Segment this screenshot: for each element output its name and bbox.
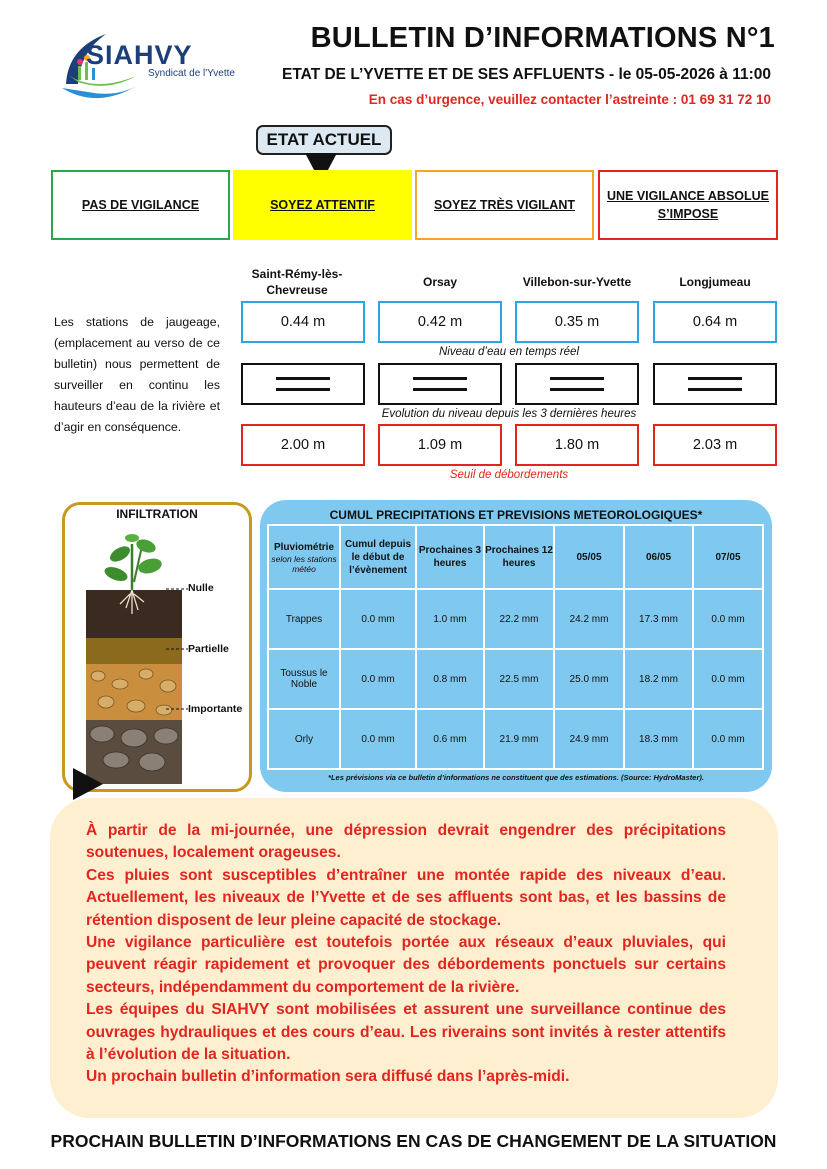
infiltration-markers bbox=[166, 585, 190, 715]
column-header: Prochaines 3 heures bbox=[416, 525, 484, 589]
precipitation-note: *Les prévisions via ce bulletin d’informations ne constituent que des estimations. (Source: HydroMaster). bbox=[328, 773, 704, 782]
value-cell: 25.0 mm bbox=[554, 649, 624, 709]
current-state-label: ETAT ACTUEL bbox=[256, 125, 392, 155]
station-level: 0.42 m bbox=[378, 301, 502, 343]
station-level: 0.44 m bbox=[241, 301, 365, 343]
message-paragraph: Un prochain bulletin d’information sera diffusé dans l’après-midi. bbox=[86, 1068, 570, 1086]
station-cell: Trappes bbox=[268, 589, 340, 649]
logo-subtitle: Syndicat de l'Yvette bbox=[148, 68, 235, 79]
header-sub: selon les stations météo bbox=[271, 553, 337, 574]
infiltration-level-label: Partielle bbox=[188, 643, 229, 655]
column-header: 06/05 bbox=[624, 525, 693, 589]
precipitation-table bbox=[267, 524, 764, 770]
precipitation-title: CUMUL PRECIPITATIONS ET PREVISIONS METEOROLOGIQUES* bbox=[329, 508, 703, 522]
table-row bbox=[268, 709, 763, 769]
value-cell: 1.0 mm bbox=[416, 589, 484, 649]
header-main: Pluviométrie bbox=[273, 541, 335, 553]
infiltration-current-pointer-icon bbox=[73, 768, 103, 800]
value-cell: 18.3 mm bbox=[624, 709, 693, 769]
value-cell: 0.0 mm bbox=[693, 649, 763, 709]
infiltration-level-label: Importante bbox=[188, 703, 243, 715]
vigilance-level-very-vigilant: SOYEZ TRÈS VIGILANT bbox=[415, 170, 594, 240]
value-cell: 24.9 mm bbox=[554, 709, 624, 769]
emergency-contact: En cas d’urgence, veuillez contacter l’astreinte : 01 69 31 72 10 bbox=[368, 92, 771, 107]
vigilance-level-absolute: UNE VIGILANCE ABSOLUE S’IMPOSE bbox=[598, 170, 778, 240]
table-header-row bbox=[268, 525, 763, 589]
equals-icon bbox=[550, 377, 604, 391]
station-trend bbox=[653, 363, 777, 405]
column-header: Prochaines 12 heures bbox=[484, 525, 554, 589]
message-text bbox=[86, 820, 726, 1089]
column-header: 07/05 bbox=[693, 525, 763, 589]
caption-trend: Evolution du niveau depuis les 3 dernières heures bbox=[381, 408, 637, 420]
value-cell: 0.6 mm bbox=[416, 709, 484, 769]
value-cell: 22.2 mm bbox=[484, 589, 554, 649]
infiltration-level-label: Nulle bbox=[188, 582, 214, 594]
value-cell: 0.0 mm bbox=[340, 709, 416, 769]
column-header: 05/05 bbox=[554, 525, 624, 589]
station-cell: Toussus le Noble bbox=[268, 649, 340, 709]
vigilance-level-attentive: SOYEZ ATTENTIF bbox=[233, 170, 412, 240]
station-threshold: 1.80 m bbox=[515, 424, 639, 466]
station-threshold: 2.00 m bbox=[241, 424, 365, 466]
station-name: Villebon-sur-Yvette bbox=[522, 275, 632, 289]
station-cell: Orly bbox=[268, 709, 340, 769]
station-name: Longjumeau bbox=[679, 275, 751, 289]
value-cell: 18.2 mm bbox=[624, 649, 693, 709]
value-cell: 0.0 mm bbox=[693, 589, 763, 649]
message-paragraph: À partir de la mi-journée, une dépression devrait engendrer des précipitations soutenues, localement orageuses. bbox=[86, 822, 726, 862]
equals-icon bbox=[276, 377, 330, 391]
table-row bbox=[268, 649, 763, 709]
station-level: 0.64 m bbox=[653, 301, 777, 343]
equals-icon bbox=[688, 377, 742, 391]
caption-threshold: Seuil de débordements bbox=[449, 469, 569, 481]
station-name: Orsay bbox=[422, 275, 458, 289]
table-row bbox=[268, 589, 763, 649]
bulletin-subtitle: ETAT DE L’YVETTE ET DE SES AFFLUENTS - le 05-05-2026 à 11:00 bbox=[282, 66, 771, 83]
station-name: Saint-Rémy-lès-Chevreuse bbox=[251, 267, 343, 297]
station-trend bbox=[241, 363, 365, 405]
caption-level: Niveau d’eau en temps réel bbox=[439, 346, 579, 358]
station-trend bbox=[378, 363, 502, 405]
message-paragraph: Une vigilance particulière est toutefois portée aux réseaux d’eaux pluviales, qui peuvent réagir rapidement et provoquer des débordements ponctuels sur certains secteurs, indépendamment du comportement de la rivière. bbox=[86, 934, 726, 996]
station-trend bbox=[515, 363, 639, 405]
value-cell: 0.0 mm bbox=[693, 709, 763, 769]
station-threshold: 2.03 m bbox=[653, 424, 777, 466]
stations-description: Les stations de jaugeage, (emplacement au verso de ce bulletin) nous permettent de surveiller en continu les hauteurs d’eau de la rivière et d’agir en conséquence. bbox=[54, 315, 220, 434]
value-cell: 21.9 mm bbox=[484, 709, 554, 769]
logo-name: SIAHVY bbox=[86, 40, 193, 70]
infiltration-title: INFILTRATION bbox=[116, 507, 198, 521]
value-cell: 0.0 mm bbox=[340, 589, 416, 649]
station-level: 0.35 m bbox=[515, 301, 639, 343]
station-threshold: 1.09 m bbox=[378, 424, 502, 466]
column-header: Cumul depuis le début de l’évènement bbox=[340, 525, 416, 589]
message-paragraph: Ces pluies sont susceptibles d’entraîner une montée rapide des niveaux d’eau. Actuellement, les niveaux de l’Yvette et de ses affluents sont bas, et les bassins de rétention disposent de leur pleine capacité de stockage. bbox=[86, 866, 726, 929]
value-cell: 24.2 mm bbox=[554, 589, 624, 649]
value-cell: 0.8 mm bbox=[416, 649, 484, 709]
bulletin-title: BULLETIN D’INFORMATIONS N°1 bbox=[310, 22, 775, 54]
value-cell: 0.0 mm bbox=[340, 649, 416, 709]
equals-icon bbox=[413, 377, 467, 391]
value-cell: 22.5 mm bbox=[484, 649, 554, 709]
footer-notice: PROCHAIN BULLETIN D’INFORMATIONS EN CAS DE CHANGEMENT DE LA SITUATION bbox=[50, 1131, 777, 1151]
vigilance-level-none: PAS DE VIGILANCE bbox=[51, 170, 230, 240]
message-paragraph: Les équipes du SIAHVY sont mobilisées et assurent une surveillance continue des ouvrages hydrauliques et des cours d’eau. Les riverains sont invités à rester attentifs à l’évolution de la situation. bbox=[86, 1001, 726, 1064]
header-pluviometrie bbox=[268, 525, 340, 589]
value-cell: 17.3 mm bbox=[624, 589, 693, 649]
